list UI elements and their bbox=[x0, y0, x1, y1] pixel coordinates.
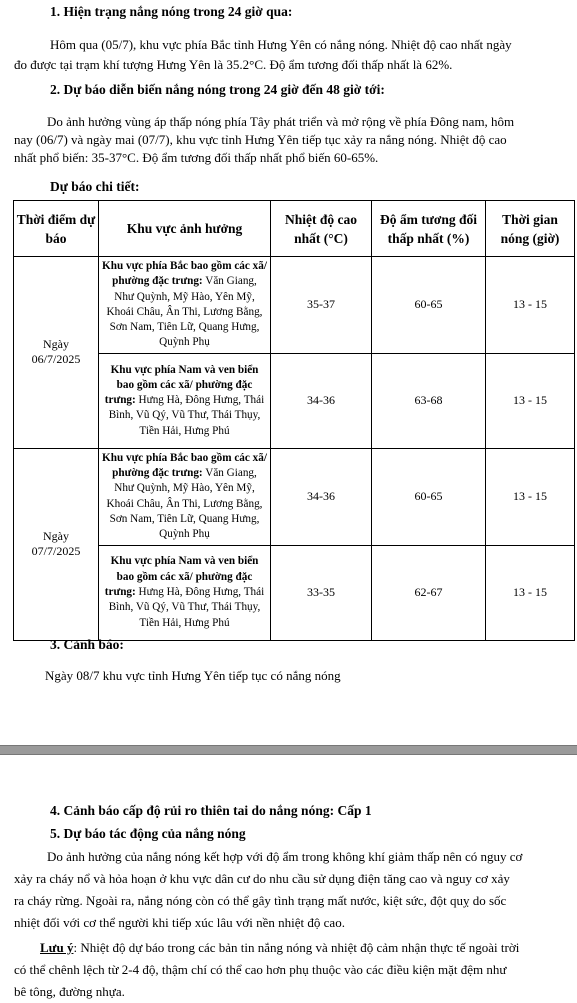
section-5-heading: 5. Dự báo tác động của nắng nóng bbox=[50, 826, 246, 841]
header-time: Thời điểm dự báo bbox=[14, 201, 99, 257]
table-row bbox=[14, 353, 575, 448]
duration-cell: 13 - 15 bbox=[486, 257, 575, 354]
area-cell bbox=[99, 257, 271, 354]
section-2-line-2: nay (06/7) và ngày mai (07/7), khu vực tỉnh Hưng Yên tiếp tục xảy ra nắng nóng. Nhiệt độ cao bbox=[14, 132, 507, 147]
table-caption: Dự báo chi tiết: bbox=[50, 179, 140, 194]
area-list: Văn Giang, Như Quỳnh, Mỹ Hào, Yên Mỹ, Khoái Châu, Ân Thi, Lương Bằng, Sơn Nam, Tiên Lữ, Quang Hưng, Quỳnh Phụ bbox=[106, 467, 263, 541]
header-humidity: Độ ẩm tương đối thấp nhất (%) bbox=[372, 201, 486, 257]
area-heading: Khu vực phía Nam và ven biển bao gồm các xã/ phường đặc trưng: bbox=[104, 363, 259, 407]
humidity-cell: 63-68 bbox=[372, 353, 486, 448]
section-1-heading: 1. Hiện trạng nắng nóng trong 24 giờ qua: bbox=[50, 4, 293, 19]
duration-cell: 13 - 15 bbox=[486, 353, 575, 448]
section-5-line-4: nhiệt đối với cơ thể người khi tiếp xúc lâu với nền nhiệt độ cao. bbox=[14, 915, 345, 930]
section-1-line-2: đo được tại trạm khí tượng Hưng Yên là 35.2°C. Độ ẩm tương đối thấp nhất là 62%. bbox=[14, 57, 453, 72]
temp-cell: 34-36 bbox=[271, 353, 372, 448]
area-heading: Khu vực phía Nam và ven biển bao gồm các xã/ phường đặc trưng: bbox=[104, 555, 259, 598]
duration-cell: 13 - 15 bbox=[486, 448, 575, 545]
note-text-1: : Nhiệt độ dự báo trong các bản tin nắng nóng và nhiệt độ cảm nhận thực tế ngoài trời bbox=[73, 940, 520, 955]
humidity-cell: 62-67 bbox=[372, 545, 486, 640]
header-temp: Nhiệt độ cao nhất (°C) bbox=[271, 201, 372, 257]
table-row bbox=[14, 257, 575, 354]
section-1-line-1: Hôm qua (05/7), khu vực phía Bắc tỉnh Hưng Yên có nắng nóng. Nhiệt độ cao nhất ngày bbox=[50, 37, 512, 52]
area-cell bbox=[99, 353, 271, 448]
section-5-line-2: xảy ra cháy nổ và hỏa hoạn ở khu vực dân cư do nhu cầu sử dụng điện tăng cao và nguy cơ xảy bbox=[14, 871, 510, 886]
date-cell: Ngày 06/7/2025 bbox=[14, 257, 99, 449]
section-2-line-3: nhất phổ biến: 35-37°C. Độ ẩm tương đối thấp nhất phổ biến 60-65%. bbox=[14, 150, 379, 165]
note-line-3: bê tông, đường nhựa. bbox=[14, 984, 125, 999]
area-list: Hưng Hà, Đông Hưng, Thái Bình, Vũ Qý, Vũ Thư, Thái Thụy, Tiền Hải, Hưng Phú bbox=[108, 394, 265, 437]
temp-cell: 34-36 bbox=[271, 448, 372, 545]
area-cell bbox=[99, 448, 271, 545]
table-row bbox=[14, 545, 575, 640]
section-5-line-1: Do ảnh hưởng của nắng nóng kết hợp với độ ẩm trong không khí giảm thấp nên có nguy cơ bbox=[47, 849, 523, 864]
temp-cell: 33-35 bbox=[271, 545, 372, 640]
table-row bbox=[14, 448, 575, 545]
area-cell bbox=[99, 545, 271, 640]
area-heading: Khu vực phía Bắc bao gồm các xã/ phường đặc trưng: bbox=[102, 260, 267, 288]
page-separator bbox=[0, 745, 577, 755]
section-2-heading: 2. Dự báo diễn biến nắng nóng trong 24 giờ đến 48 giờ tới: bbox=[50, 82, 385, 97]
header-area: Khu vực ảnh hưởng bbox=[99, 201, 271, 257]
note-line-1 bbox=[40, 938, 519, 958]
date-cell: Ngày 07/7/2025 bbox=[14, 448, 99, 640]
section-5-line-3: ra cháy rừng. Ngoài ra, nắng nóng còn có thể gây tình trạng mất nước, kiệt sức, đột quỵ do sốc bbox=[14, 893, 507, 908]
header-duration: Thời gian nóng (giờ) bbox=[486, 201, 575, 257]
area-list: Văn Giang, Như Quỳnh, Mỹ Hào, Yên Mỹ, Khoái Châu, Ân Thi, Lương Bằng, Sơn Nam, Tiên Lữ, Quang Hưng, Quỳnh Phụ bbox=[106, 275, 263, 349]
section-2-line-1: Do ảnh hưởng vùng áp thấp nóng phía Tây phát triển và mở rộng về phía Đông nam, hôm bbox=[47, 114, 515, 129]
section-4-heading: 4. Cảnh báo cấp độ rủi ro thiên tai do nắng nóng: Cấp 1 bbox=[50, 803, 372, 818]
humidity-cell: 60-65 bbox=[372, 257, 486, 354]
forecast-table bbox=[13, 200, 575, 641]
table-header-row bbox=[14, 201, 575, 257]
note-label: Lưu ý bbox=[40, 940, 74, 955]
section-3-heading: 3. Cảnh báo: bbox=[50, 637, 124, 652]
area-list: Hưng Hà, Đông Hưng, Thái Bình, Vũ Qý, Vũ Thư, Thái Thụy, Tiền Hải, Hưng Phú bbox=[108, 585, 265, 629]
temp-cell: 35-37 bbox=[271, 257, 372, 354]
section-3-text: Ngày 08/7 khu vực tỉnh Hưng Yên tiếp tục có nắng nóng bbox=[45, 668, 341, 683]
note-line-2: có thể chênh lệch từ 2-4 độ, thậm chí có thể cao hơn phụ thuộc vào các điều kiện mặt đệm như bbox=[14, 962, 507, 977]
humidity-cell: 60-65 bbox=[372, 448, 486, 545]
duration-cell: 13 - 15 bbox=[486, 545, 575, 640]
area-heading: Khu vực phía Bắc bao gồm các xã/ phường đặc trưng: bbox=[102, 451, 267, 480]
